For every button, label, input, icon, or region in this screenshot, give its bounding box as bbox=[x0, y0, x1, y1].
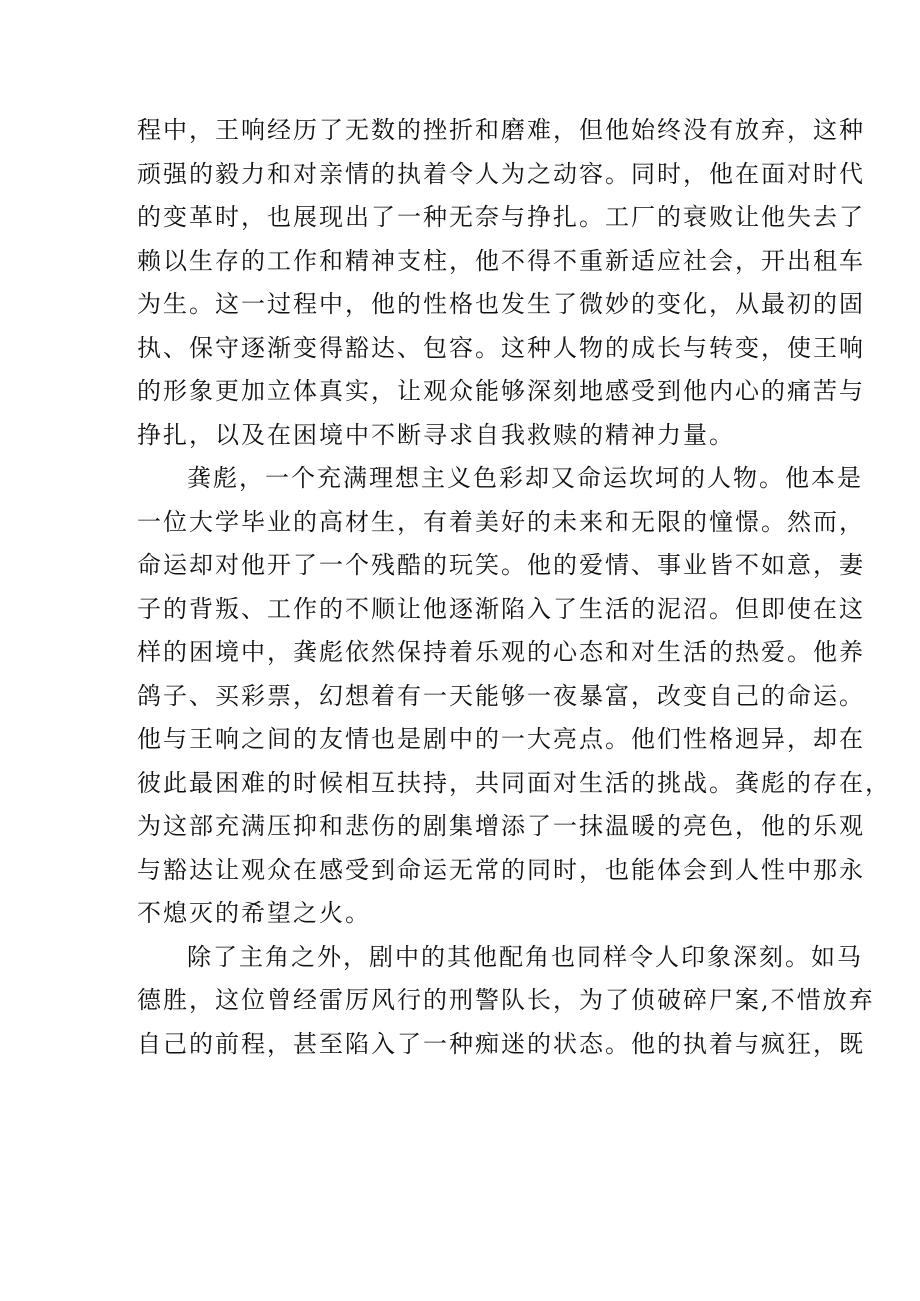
text-line: 德胜，这位曾经雷厉风行的刑警队长，为了侦破碎尸案,不惜放弃 bbox=[137, 986, 875, 1014]
text-line: 挣扎，以及在困境中不断寻求自我救赎的精神力量。 bbox=[137, 420, 735, 449]
text-line: 程中，王响经历了无数的挫折和磨难，但他始终没有放弃，这种 bbox=[137, 116, 865, 144]
text-line: 子的背叛、工作的不顺让他逐渐陷入了生活的泥沼。但即使在这 bbox=[137, 594, 865, 623]
text-line: 为这部充满压抑和悲伤的剧集增添了一抹温暖的亮色，他的乐观 bbox=[137, 812, 865, 840]
text-line: 龚彪，一个充满理想主义色彩却又命运坎坷的人物。他本是 bbox=[187, 464, 863, 492]
text-line: 的变革时，也展现出了一种无奈与挣扎。工厂的衰败让他失去了 bbox=[137, 203, 865, 231]
text-line: 不熄灭的希望之火。 bbox=[137, 899, 371, 927]
text-line: 的形象更加立体真实，让观众能够深刻地感受到他内心的痛苦与 bbox=[137, 377, 865, 405]
text-line: 顽强的毅力和对亲情的执着令人为之动容。同时，他在面对时代 bbox=[137, 159, 865, 188]
text-line: 与豁达让观众在感受到命运无常的同时，也能体会到人性中那永 bbox=[137, 855, 865, 884]
paragraph-p2 bbox=[137, 457, 891, 936]
text-line: 彼此最困难的时候相互扶持，共同面对生活的挑战。龚彪的存在， bbox=[137, 768, 891, 797]
text-line: 一位大学毕业的高材生，有着美好的未来和无限的憧憬。然而， bbox=[137, 507, 865, 536]
text-line: 除了主角之外，剧中的其他配角也同样令人印象深刻。如马 bbox=[187, 942, 863, 971]
text-line: 执、保守逐渐变得豁达、包容。这种人物的成长与转变，使王响 bbox=[137, 333, 865, 362]
text-line: 赖以生存的工作和精神支柱，他不得不重新适应社会，开出租车 bbox=[137, 246, 865, 275]
document-body bbox=[137, 109, 891, 1066]
text-line: 为生。这一过程中，他的性格也发生了微妙的变化，从最初的固 bbox=[137, 290, 865, 318]
paragraph-p3 bbox=[137, 936, 875, 1067]
text-line: 鸽子、买彩票，幻想着有一天能够一夜暴富，改变自己的命运。 bbox=[137, 681, 865, 710]
paragraph-p1 bbox=[137, 109, 865, 457]
text-line: 命运却对他开了一个残酷的玩笑。他的爱情、事业皆不如意，妻 bbox=[137, 551, 865, 579]
text-line: 样的困境中，龚彪依然保持着乐观的心态和对生活的热爱。他养 bbox=[137, 638, 865, 666]
text-line: 自己的前程，甚至陷入了一种痴迷的状态。他的执着与疯狂，既 bbox=[137, 1029, 865, 1058]
text-line: 他与王响之间的友情也是剧中的一大亮点。他们性格迥异，却在 bbox=[137, 725, 865, 753]
